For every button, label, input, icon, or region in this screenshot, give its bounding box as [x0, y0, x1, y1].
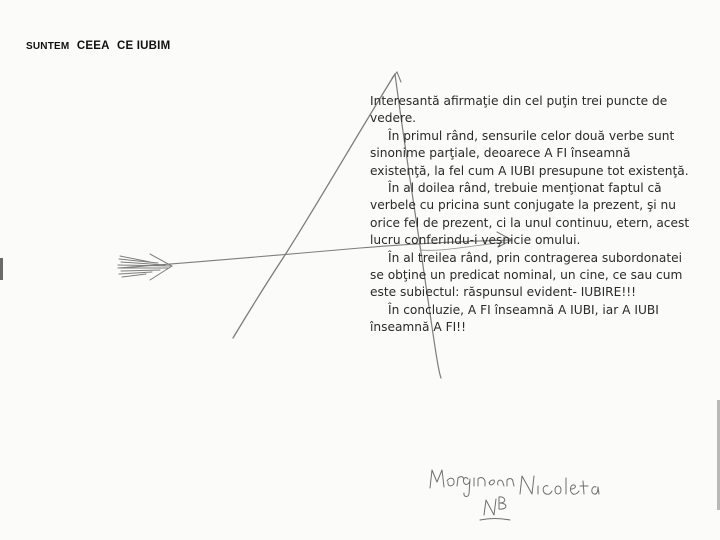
- essay-paragraph-second-point: În al doilea rând, trebuie menţionat faptul că verbele cu pricina sunt conjugate la prezent, şi nu orice fel de prezent, ci la unul continuu, etern, acest lucru conferindu-i veşnicie omului.: [370, 181, 690, 248]
- essay-paragraph-first-point: În primul rând, sensurile celor două verbe sunt sinonime parţiale, deoarece A FI înseamnă existenţă, la fel cum A IUBI presupune tot existenţă.: [370, 128, 689, 178]
- title-word-ce-iubim: CE IUBIM: [117, 40, 171, 52]
- page-title: [26, 40, 170, 52]
- essay-paragraph-intro: Interesantă afirmaţie din cel puţin trei puncte de vedere.: [370, 94, 668, 126]
- handwritten-signature: [430, 470, 599, 520]
- essay-paragraph-third-point: În al treilea rând, prin contragerea subordonatei se obţine un predicat nominal, un cine, ce sau cum este subiectul: răspunsul evident- IUBIRE!!!: [370, 250, 683, 300]
- title-word-ceea: CEEA: [76, 40, 110, 52]
- scan-edge-mark-left: [0, 258, 3, 280]
- title-word-suntem: SUNTEM: [26, 41, 70, 52]
- essay-paragraph-conclusion: În concluzie, A FI înseamnă A IUBI, iar A IUBI înseamnă A FI!!: [370, 302, 659, 335]
- sketch-arrow-fletching: [118, 254, 172, 280]
- essay-text-block: [370, 93, 692, 337]
- sketch-line-apex: [392, 72, 401, 82]
